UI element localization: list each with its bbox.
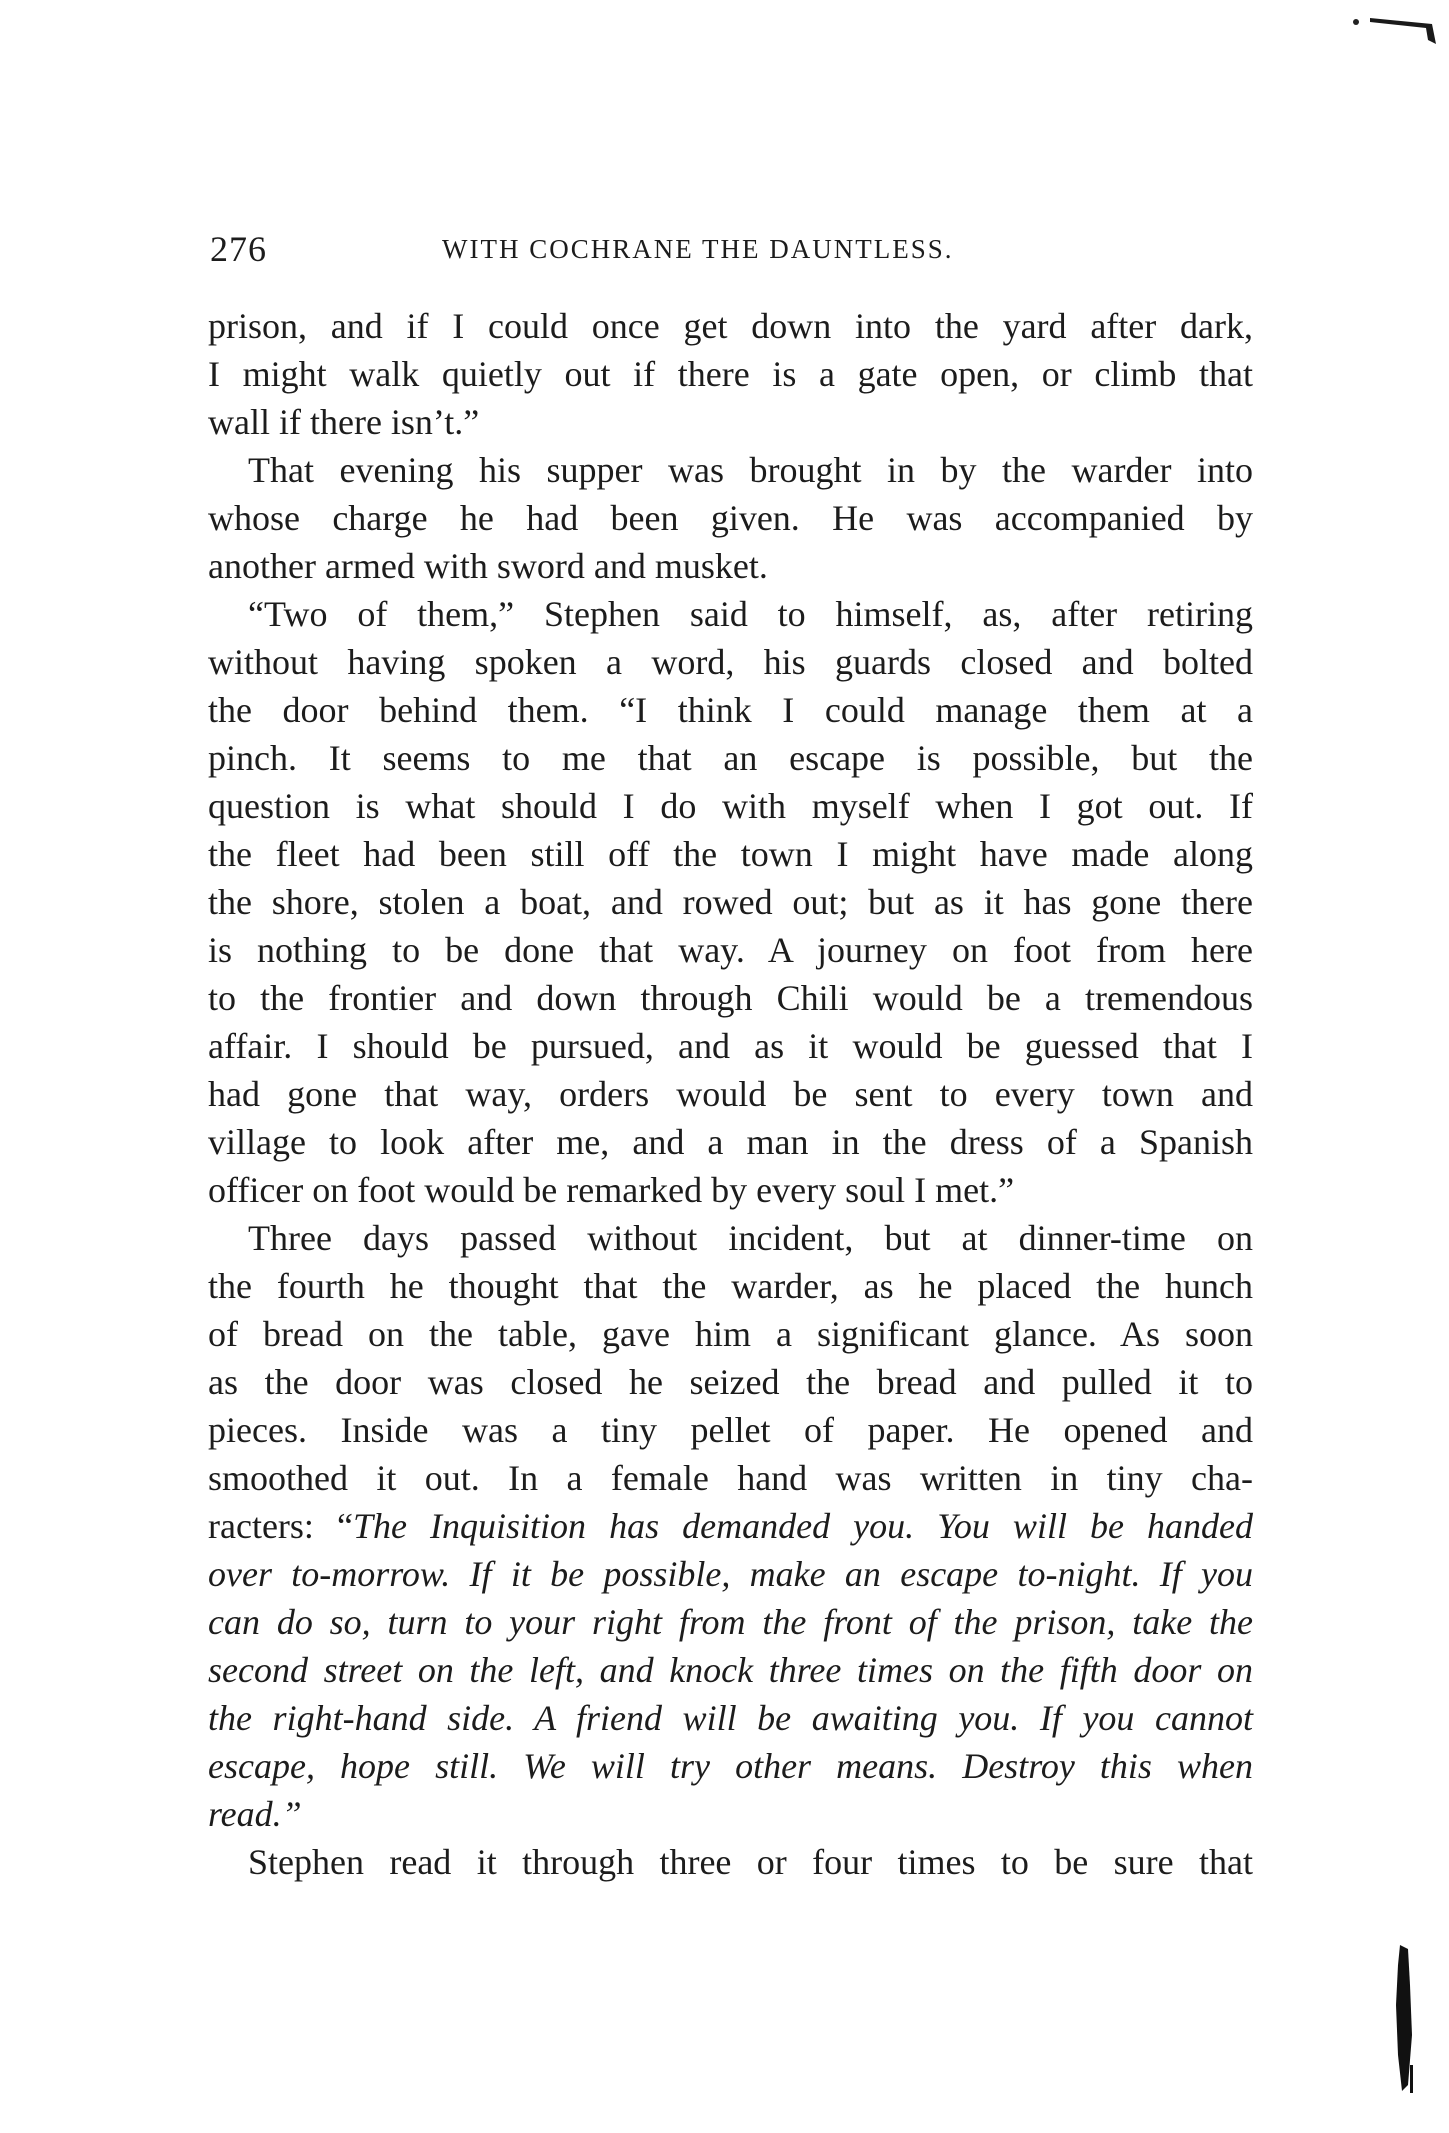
text-segment: racters: “ bbox=[208, 1506, 353, 1546]
text-line: wall if there isn’t.” bbox=[208, 402, 480, 442]
scan-corner-mark bbox=[1352, 10, 1438, 44]
text-line: Stephen read it through three or four times to be sure that bbox=[248, 1842, 1253, 1882]
text-line-mixed bbox=[208, 1502, 1253, 1550]
text-line: prison, and if I could once get down into the yard after dark, bbox=[208, 306, 1253, 346]
page-number: 276 bbox=[210, 229, 267, 269]
italic-note-line: read.” bbox=[208, 1794, 302, 1834]
italic-note-line: second street on the left, and knock three times on the fifth door on bbox=[208, 1650, 1253, 1690]
text-line: I might walk quietly out if there is a gate open, or climb that bbox=[208, 354, 1253, 394]
text-line: the fourth he thought that the warder, as he placed the hunch bbox=[208, 1266, 1253, 1306]
text-line: is nothing to be done that way. A journey on foot from here bbox=[208, 930, 1253, 970]
text-line: had gone that way, orders would be sent to every town and bbox=[208, 1074, 1253, 1114]
text-line: question is what should I do with myself when I got out. If bbox=[208, 786, 1253, 826]
text-line: That evening his supper was brought in by the warder into bbox=[248, 450, 1253, 490]
text-line: of bread on the table, gave him a significant glance. As soon bbox=[208, 1314, 1253, 1354]
scan-edge-mark bbox=[1392, 1945, 1416, 2095]
running-header bbox=[210, 228, 1250, 278]
text-line: pinch. It seems to me that an escape is possible, but the bbox=[208, 738, 1253, 778]
text-line: as the door was closed he seized the bread and pulled it to bbox=[208, 1362, 1253, 1402]
text-line: officer on foot would be remarked by every soul I met.” bbox=[208, 1170, 1015, 1210]
text-line: pieces. Inside was a tiny pellet of paper. He opened and bbox=[208, 1410, 1253, 1450]
text-line: the fleet had been still off the town I might have made along bbox=[208, 834, 1253, 874]
text-line: the shore, stolen a boat, and rowed out; but as it has gone there bbox=[208, 882, 1253, 922]
body-text bbox=[208, 302, 1253, 1886]
text-line: village to look after me, and a man in the dress of a Spanish bbox=[208, 1122, 1253, 1162]
text-line: the door behind them. “I think I could manage them at a bbox=[208, 690, 1253, 730]
text-line: another armed with sword and musket. bbox=[208, 546, 768, 586]
italic-note-text: The Inquisition has demanded you. You will be handed bbox=[352, 1506, 1254, 1546]
text-line: smoothed it out. In a female hand was written in tiny cha- bbox=[208, 1458, 1253, 1498]
running-title: WITH COCHRANE THE DAUNTLESS. bbox=[442, 234, 954, 264]
text-line: affair. I should be pursued, and as it would be guessed that I bbox=[208, 1026, 1253, 1066]
text-line: “Two of them,” Stephen said to himself, as, after retiring bbox=[248, 594, 1253, 634]
italic-note-line: can do so, turn to your right from the front of the prison, take the bbox=[208, 1602, 1253, 1642]
italic-note-line: escape, hope still. We will try other means. Destroy this when bbox=[208, 1746, 1253, 1786]
italic-note-line: over to-morrow. If it be possible, make an escape to-night. If you bbox=[208, 1554, 1253, 1594]
text-line: whose charge he had been given. He was accompanied by bbox=[208, 498, 1253, 538]
text-line: without having spoken a word, his guards closed and bolted bbox=[208, 642, 1253, 682]
italic-note-line: the right-hand side. A friend will be awaiting you. If you cannot bbox=[208, 1698, 1253, 1738]
text-line: to the frontier and down through Chili would be a tremendous bbox=[208, 978, 1253, 1018]
text-line: Three days passed without incident, but at dinner-time on bbox=[248, 1218, 1253, 1258]
